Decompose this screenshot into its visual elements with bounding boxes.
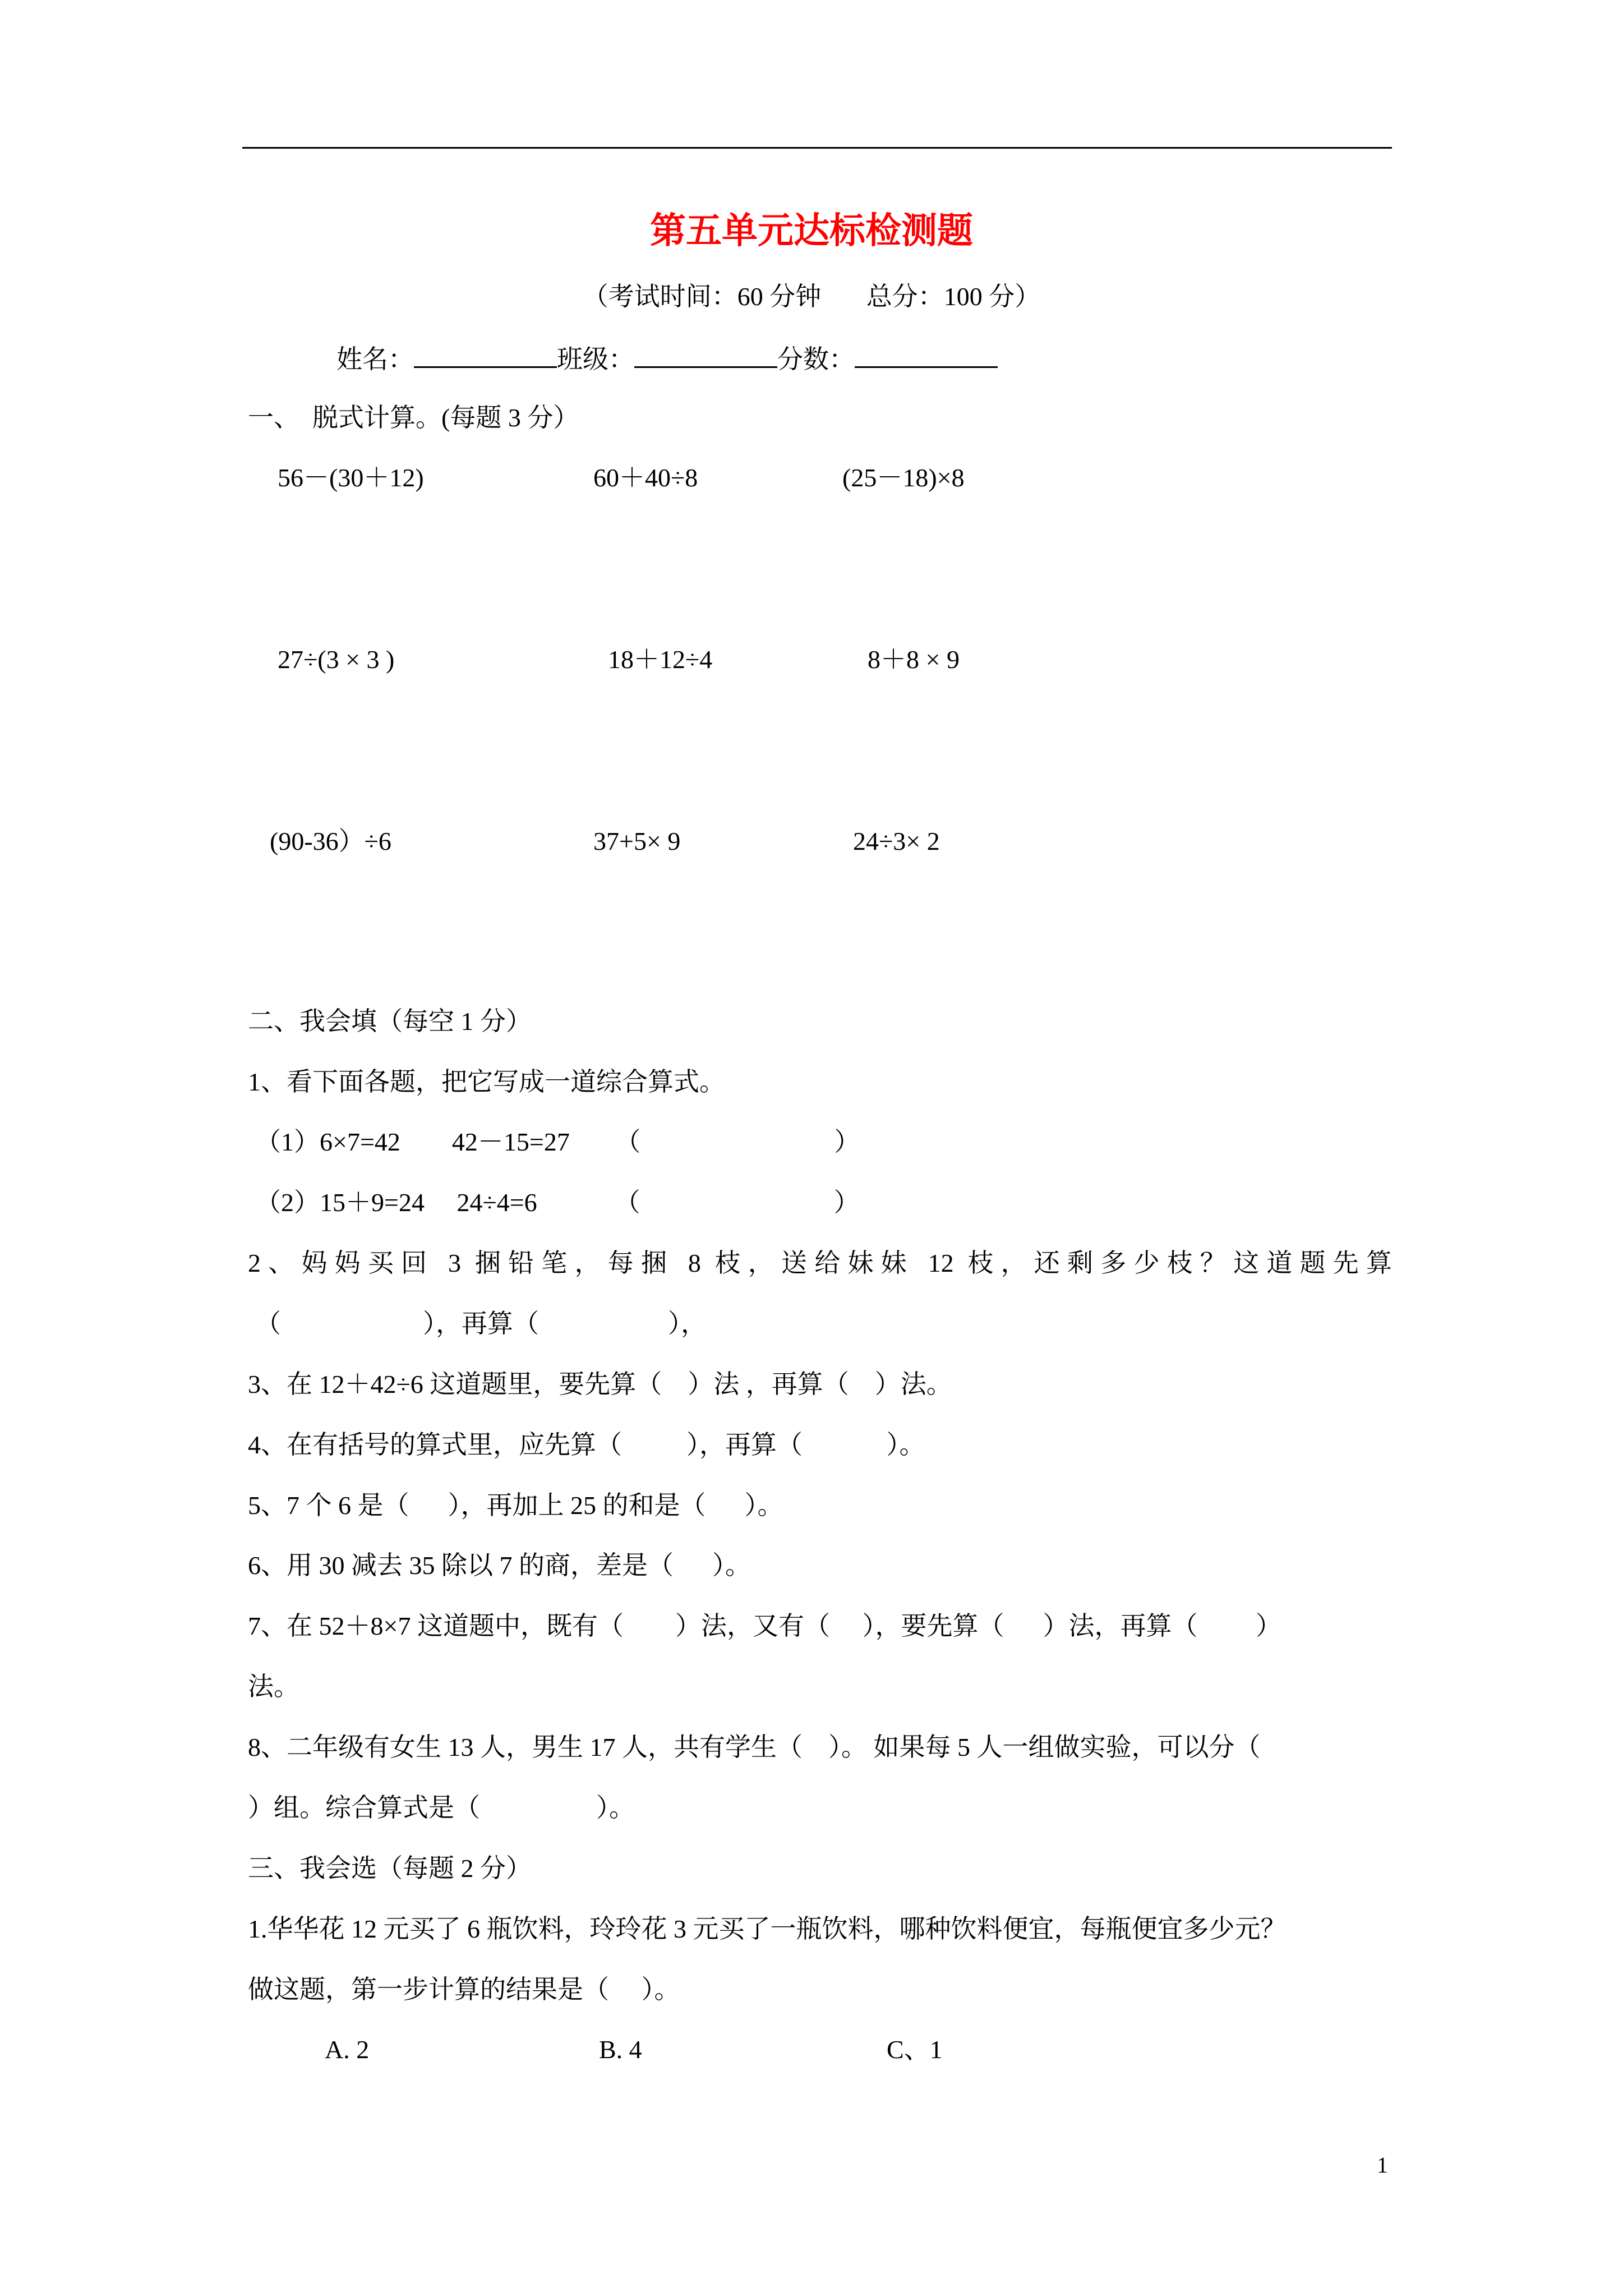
fill-question: ）组。综合算式是（ ）。	[248, 1793, 635, 1822]
page-number: 1	[1377, 2152, 1388, 2178]
option-c: C、1	[887, 2035, 943, 2064]
section3-heading: 三、我会选（每题 2 分）	[248, 1854, 532, 1883]
calc-item: 8＋8 × 9	[868, 645, 960, 674]
fill-question: 3、在 12＋42÷6 这道题里，要先算（ ）法 ，再算（ ）法。	[248, 1370, 952, 1398]
calc-item: 27÷(3 × 3 )	[278, 645, 395, 674]
fill-question: （1）6×7=42 42－15=27 （ ）	[255, 1128, 860, 1156]
fill-question: 6、用 30 减去 35 除以 7 的商，差是（ ）。	[248, 1551, 751, 1580]
name-field[interactable]	[414, 341, 557, 368]
option-b: B. 4	[599, 2035, 642, 2064]
calc-item: 18＋12÷4	[608, 645, 713, 674]
fill-question: 4、在有括号的算式里，应先算（ ），再算（ ）。	[248, 1430, 925, 1459]
name-label: 姓名：	[336, 345, 414, 374]
calc-item: 37+5× 9	[593, 827, 681, 855]
section1-heading: 一、 脱式计算。(每题 3 分）	[248, 403, 579, 432]
calc-item: 60＋40÷8	[593, 463, 698, 492]
calc-item: (90-36）÷6	[270, 827, 391, 855]
option-a: A. 2	[325, 2035, 370, 2064]
fill-question: 1、看下面各题，把它写成一道综合算式。	[248, 1068, 725, 1096]
choice-question: 1.华华花 12 元买了 6 瓶饮料，玲玲花 3 元买了一瓶饮料，哪种饮料便宜，每瓶便宜多少元？	[248, 1915, 1287, 1943]
score-label: 分数：	[777, 345, 855, 374]
class-label: 班级：	[557, 345, 634, 374]
header-rule	[242, 147, 1392, 149]
fill-question: （2）15＋9=24 24÷4=6 （ ）	[255, 1188, 860, 1217]
section2-heading: 二、我会填（每空 1 分）	[248, 1007, 532, 1036]
fill-question: 8、二年级有女生 13 人，男生 17 人，共有学生（ ）。 如果每 5 人一组做实验，可以分（	[248, 1733, 1261, 1761]
calc-item: 56－(30＋12)	[278, 463, 424, 492]
fill-question: 法。	[248, 1672, 299, 1701]
student-info-line	[336, 341, 998, 376]
calc-item: (25－18)×8	[842, 463, 965, 492]
choice-question: 做这题，第一步计算的结果是（ ）。	[248, 1975, 680, 2004]
exam-info: （考试时间：60 分钟 总分：100 分）	[582, 282, 1041, 311]
class-field[interactable]	[634, 341, 777, 368]
page-title: 第五单元达标检测题	[650, 211, 973, 251]
fill-question: （ ），再算（ ），	[255, 1309, 707, 1338]
fill-question: 5、7 个 6 是（ ），再加上 25 的和是（ ）。	[248, 1491, 783, 1520]
score-field[interactable]	[855, 341, 998, 368]
fill-question: 2、妈妈买回 3 捆铅笔，每捆 8 枝，送给妹妹 12 枝，还剩多少枝？这道题先算	[248, 1249, 1392, 1277]
fill-question: 7、在 52＋8×7 这道题中，既有（ ）法，又有（ ），要先算（ ）法，再算（ ）	[248, 1612, 1281, 1640]
calc-item: 24÷3× 2	[853, 827, 940, 855]
